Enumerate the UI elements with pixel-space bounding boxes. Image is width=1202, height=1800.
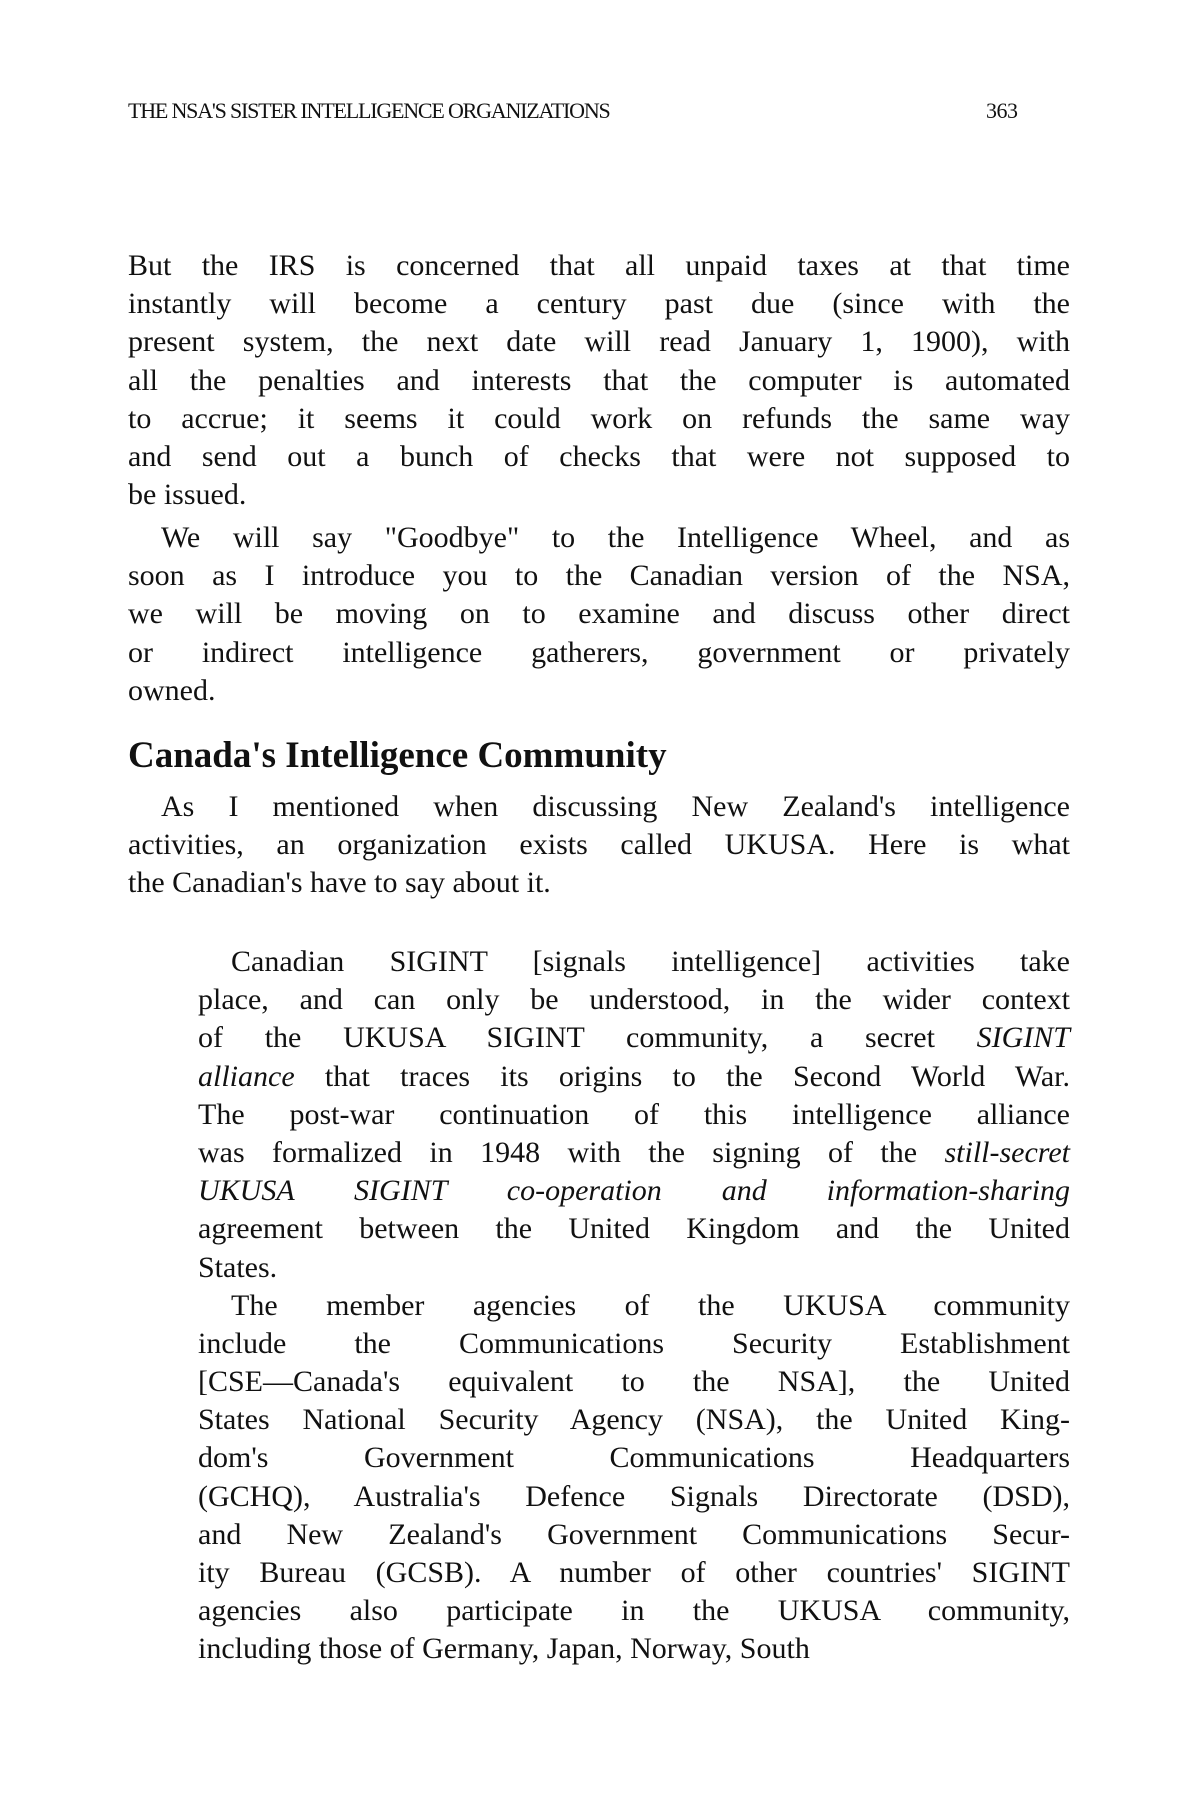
text-segment: and New Zealand's Government Communications Secur- (198, 1517, 1070, 1551)
text-segment: to accrue; it seems it could work on refunds the same way (128, 401, 1070, 435)
running-head: THE NSA'S SISTER INTELLIGENCE ORGANIZATIONS (128, 98, 610, 123)
text-line (198, 1439, 1070, 1477)
italic-text: alliance (198, 1059, 295, 1093)
text-line (198, 1249, 1070, 1287)
text-line (128, 400, 1070, 438)
text-segment: (GCHQ), Australia's Defence Signals Directorate (DSD), (198, 1479, 1070, 1513)
text-line (128, 595, 1070, 633)
text-line (198, 981, 1070, 1019)
text-segment: States. (198, 1250, 278, 1284)
text-segment: place, and can only be understood, in the wider context (198, 983, 1070, 1017)
text-segment: and send out a bunch of checks that were not supposed to (128, 439, 1070, 473)
text-segment: we will be moving on to examine and discuss other direct (128, 597, 1070, 631)
text-segment: But the IRS is concerned that all unpaid taxes at that time (128, 249, 1070, 282)
text-segment: that traces its origins to the Second World War. (294, 1059, 1070, 1093)
paragraph-goodbye (128, 519, 1070, 710)
text-segment: or indirect intelligence gatherers, government or privately (128, 635, 1070, 669)
section-heading: Canada's Intelligence Community (128, 735, 667, 776)
text-line (128, 826, 1070, 864)
paragraph-ukusa-intro (128, 788, 1070, 903)
text-segment: of the UKUSA SIGINT community, a secret (198, 1021, 977, 1055)
text-line (128, 285, 1070, 323)
text-line (128, 247, 1070, 285)
text-segment: States National Security Agency (NSA), the United King- (198, 1403, 1070, 1437)
text-line (198, 1058, 1070, 1096)
text-line (198, 1478, 1070, 1516)
text-line (128, 634, 1070, 672)
text-line (128, 438, 1070, 476)
text-line (128, 557, 1070, 595)
text-segment: As I mentioned when discussing New Zealand's intelligence (161, 790, 1070, 823)
page-number: 363 (986, 98, 1018, 123)
text-segment: be issued. (128, 478, 247, 512)
text-line (128, 519, 1070, 557)
text-line (198, 1630, 1070, 1668)
italic-text: UKUSA SIGINT co-operation and information-sharing (198, 1174, 1070, 1208)
text-line (198, 1554, 1070, 1592)
text-line (198, 1363, 1070, 1401)
text-segment: was formalized in 1948 with the signing of the (198, 1135, 945, 1169)
italic-text: still-secret (944, 1135, 1070, 1169)
text-segment: the Canadian's have to say about it. (128, 866, 551, 900)
text-segment: ity Bureau (GCSB). A number of other countries' SIGINT (198, 1556, 1070, 1589)
text-line (128, 476, 1070, 514)
text-line (128, 672, 1070, 710)
text-segment: The member agencies of the UKUSA community (231, 1288, 1070, 1322)
text-line (198, 1325, 1070, 1363)
text-segment: present system, the next date will read January 1, 1900), with (128, 325, 1070, 359)
text-segment: We will say "Goodbye" to the Intelligence Wheel, and as (161, 521, 1070, 554)
text-line (198, 1287, 1070, 1325)
text-line (198, 1019, 1070, 1057)
text-segment: all the penalties and interests that the computer is automated (128, 363, 1070, 397)
text-line (198, 943, 1070, 981)
text-line (128, 323, 1070, 361)
text-line (198, 1134, 1070, 1172)
text-line (128, 864, 1070, 902)
text-line (198, 1516, 1070, 1554)
paragraph-irs (128, 247, 1070, 514)
text-segment: owned. (128, 673, 216, 707)
text-segment: agencies also participate in the UKUSA community, (198, 1594, 1070, 1628)
text-segment: The post-war continuation of this intelligence alliance (198, 1097, 1070, 1131)
text-segment: soon as I introduce you to the Canadian version of the NSA, (128, 559, 1070, 593)
italic-text: SIGINT (976, 1021, 1070, 1055)
block-quote (198, 943, 1070, 1669)
text-segment: include the Communications Security Establishment (198, 1326, 1070, 1360)
text-segment: activities, an organization exists called UKUSA. Here is what (128, 828, 1070, 862)
text-segment: Canadian SIGINT [signals intelligence] activities take (231, 945, 1070, 978)
text-line (128, 788, 1070, 826)
text-segment: [CSE—Canada's equivalent to the NSA], the United (198, 1365, 1070, 1399)
text-segment: including those of Germany, Japan, Norway, South (198, 1632, 810, 1666)
text-segment: instantly will become a century past due (since with the (128, 287, 1070, 321)
text-line (198, 1592, 1070, 1630)
text-line (198, 1172, 1070, 1210)
text-line (198, 1210, 1070, 1248)
text-segment: agreement between the United Kingdom and the United (198, 1212, 1070, 1246)
text-line (198, 1401, 1070, 1439)
text-segment: dom's Government Communications Headquarters (198, 1441, 1070, 1475)
text-line (128, 362, 1070, 400)
text-line (198, 1096, 1070, 1134)
